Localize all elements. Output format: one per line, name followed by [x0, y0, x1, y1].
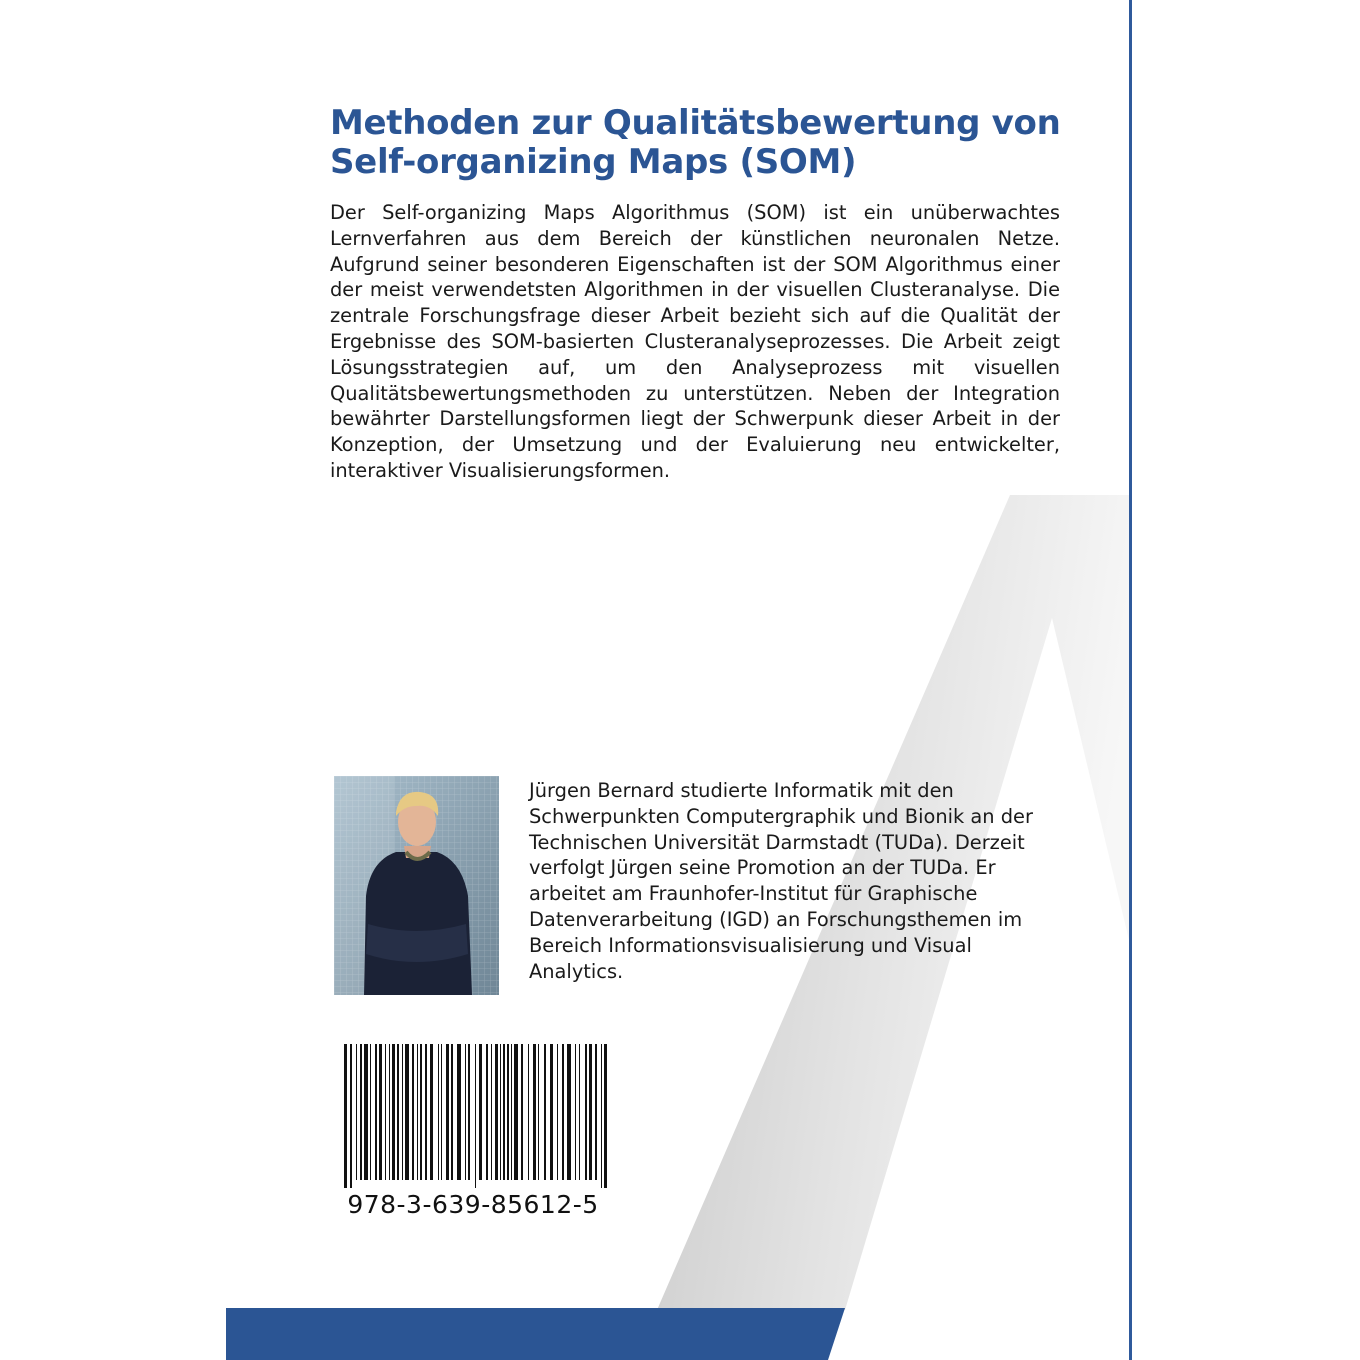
book-summary: Der Self-organizing Maps Algorithmus (SOM) ist ein unüberwachtes Lernverfahren aus dem Bereich der künstlichen neuronalen Netze. Aufgrund seiner besonderen Eigenschaften ist der SOM Algorithmus einer der meist verwendetsten Algorithmen in der visuellen Clusteranalyse. Die zentrale Forschungsfrage dieser Arbeit bezieht sich auf die Qualität der Ergebnisse des SOM-basierten Clusteranalyseprozesses. Die Arbeit zeigt Lösungsstrategien auf, um den Analyseprozess mit visuellen Qualitätsbewertungsmethoden zu unterstützen. Neben der Integration bewährter Darstellungsformen liegt der Schwerpunk dieser Arbeit in der Konzeption, der Umsetzung und der Evaluierung neu entwickelter, interaktiver Visualisierungsformen.	[330, 201, 1060, 482]
barcode-bar	[550, 1044, 553, 1180]
barcode-bar	[364, 1044, 368, 1180]
barcode-bar	[601, 1044, 602, 1188]
barcode-bar	[479, 1044, 482, 1180]
barcode-bar	[567, 1044, 571, 1180]
barcode-bar	[350, 1044, 352, 1188]
barcode-bar	[379, 1044, 382, 1180]
barcode-bar	[475, 1044, 476, 1188]
barcode-bar	[465, 1044, 466, 1180]
author-photo	[334, 776, 499, 995]
barcode-bar	[579, 1044, 580, 1180]
barcode-bar	[370, 1044, 371, 1180]
barcode-bar	[562, 1044, 564, 1180]
barcode-bar	[486, 1044, 488, 1180]
book-title: Methoden zur Qualitätsbewertung von Self-organizing Maps (SOM)	[330, 103, 1061, 182]
barcode-bar	[604, 1044, 607, 1188]
barcode-bar	[441, 1044, 442, 1180]
barcode-bar	[521, 1044, 523, 1180]
barcode-bar	[585, 1044, 587, 1180]
barcode-bar	[507, 1044, 509, 1180]
barcode-bar	[385, 1044, 386, 1180]
barcode-bar	[500, 1044, 501, 1180]
barcode-bar	[511, 1044, 512, 1180]
barcode-bar	[425, 1044, 427, 1180]
barcode-bar	[412, 1044, 414, 1180]
barcode-bar	[468, 1044, 470, 1180]
barcode-bar	[544, 1044, 546, 1180]
accent-band	[226, 1308, 845, 1360]
barcode-bar	[420, 1044, 422, 1180]
barcode-bar	[446, 1044, 449, 1180]
barcode-bar	[457, 1044, 461, 1180]
barcode-bar	[451, 1044, 453, 1180]
barcode-bar	[397, 1044, 399, 1180]
isbn-number: 978-3-639-85612-5	[347, 1190, 599, 1219]
barcode-bar	[430, 1044, 433, 1180]
barcode-bar	[557, 1044, 558, 1180]
barcode-bar	[538, 1044, 539, 1180]
barcode-bar	[589, 1044, 592, 1180]
barcode-bar	[495, 1044, 498, 1180]
barcode-bar	[389, 1044, 390, 1180]
barcode-bar	[356, 1044, 357, 1180]
barcode-bar	[491, 1044, 492, 1180]
barcode-bar	[375, 1044, 377, 1180]
barcode-bar	[533, 1044, 536, 1180]
barcode-bar	[392, 1044, 395, 1180]
barcode-bar	[438, 1044, 439, 1180]
barcode-bar	[360, 1044, 362, 1180]
barcode-bar	[514, 1044, 518, 1180]
spine-line	[1129, 0, 1132, 1360]
author-bio: Jürgen Bernard studierte Informatik mit den Schwerpunkten Computergraphik und Bionik an der Technischen Universität Darmstadt (TUDa). Derzeit verfolgt Jürgen seine Promotion an der TUDa. Er arbeitet am Fraunhofer-Institut für Graphische Datenverarbeitung (IGD) an Forschungsthemen im Bereich Informationsvisualisierung und Visual Analytics.	[529, 779, 1033, 983]
barcode-bar	[595, 1044, 597, 1180]
barcode-bar	[344, 1044, 347, 1188]
barcode-bar	[405, 1044, 409, 1180]
barcode-bar	[528, 1044, 529, 1180]
barcode-bar	[575, 1044, 576, 1180]
barcode-bar	[402, 1044, 403, 1180]
barcode-bar	[503, 1044, 505, 1180]
barcode-bar	[417, 1044, 418, 1180]
